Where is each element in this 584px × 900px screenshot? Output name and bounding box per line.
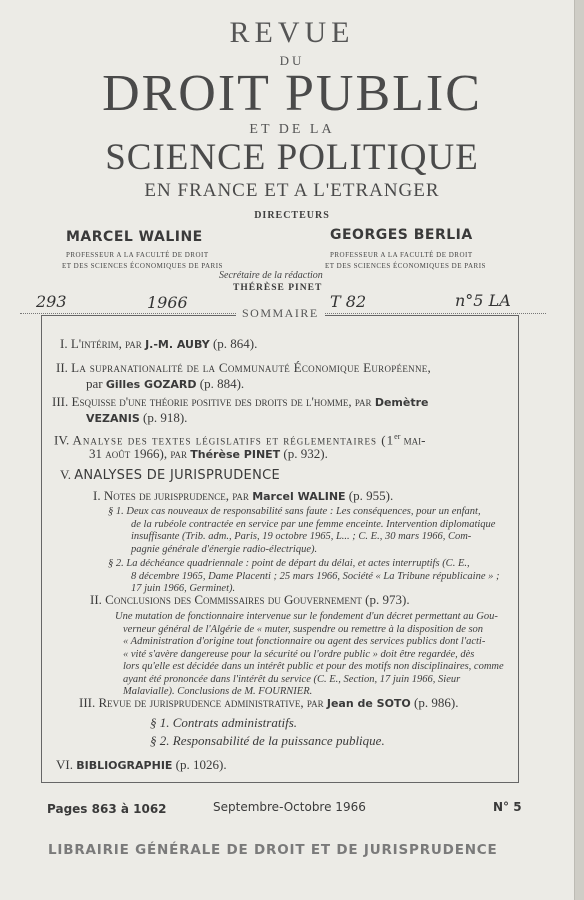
director-2-title-2: ET DES SCIENCES ÉCONOMIQUES DE PARIS — [325, 262, 486, 270]
toc-v-revue-2: § 2. Responsabilité de la puissance publique. — [150, 733, 385, 748]
toc-item-iv: IV. Analyse des textes législatifs et réglementaires (1er mai- — [54, 432, 426, 448]
masthead-science-politique: SCIENCE POLITIQUE — [105, 137, 479, 178]
toc-item-iii: III. Esquisse d'une théorie positive des droits de l'homme, par Demètre — [52, 394, 429, 409]
masthead-en-france: EN FRANCE ET A L'ETRANGER — [144, 180, 440, 201]
toc-v-notes: I. Notes de jurisprudence, par Marcel WALINE (p. 955). — [93, 488, 394, 503]
toc-v-revue-1: § 1. Contrats administratifs. — [150, 715, 297, 730]
masthead-revue: REVUE — [229, 16, 355, 49]
handwritten-293: 293 — [36, 292, 67, 311]
director-1-title-2: ET DES SCIENCES ÉCONOMIQUES DE PARIS — [62, 262, 223, 270]
footer-number: N° 5 — [493, 800, 522, 814]
handwritten-t82: T 82 — [330, 292, 367, 311]
handwritten-1966: 1966 — [147, 293, 188, 312]
toc-item-iii-line-2: VEZANIS (p. 918). — [86, 410, 188, 425]
toc-v-conclusions: II. Conclusions des Commissaires du Gouvernement (p. 973). — [90, 592, 410, 607]
footer-publisher: LIBRAIRIE GÉNÉRALE DE DROIT ET DE JURISPRUDENCE — [48, 842, 498, 858]
toc-v-revue: III. Revue de jurisprudence administrative, par Jean de SOTO (p. 986). — [79, 695, 459, 710]
director-2-title-1: PROFESSEUR A LA FACULTÉ DE DROIT — [330, 251, 473, 259]
footer-date: Septembre-Octobre 1966 — [213, 800, 366, 814]
toc-item-ii-line-2: par Gilles GOZARD (p. 884). — [86, 376, 245, 391]
toc-item-v: V. ANALYSES DE JURISPRUDENCE — [60, 467, 280, 483]
toc-item-vi: VI. BIBLIOGRAPHIE (p. 1026). — [56, 757, 227, 772]
footer-pages: Pages 863 à 1062 — [47, 802, 167, 816]
director-2-name: GEORGES BERLIA — [330, 227, 473, 243]
toc-v-note-1: § 1. Deux cas nouveaux de responsabilité sans faute : Les conséquences, pour un enfant, de la rubéole contractée en service par une femme enceinte. Intervention diplomatique insuffisante (Trib. adm., Paris, 19 octobre 1965, L... ; C. E., 30 mars 1966, Com- pagnie générale d'énergie radio-électrique). — [108, 506, 496, 555]
director-1-title-1: PROFESSEUR A LA FACULTÉ DE DROIT — [66, 251, 209, 259]
masthead-directeurs: DIRECTEURS — [254, 210, 330, 221]
masthead-droit-public: DROIT PUBLIC — [102, 65, 482, 122]
handwritten-n5: n°5 LA — [455, 291, 511, 310]
toc-item-ii: II. La supranationalité de la Communauté Économique Européenne, — [56, 360, 432, 375]
toc-item-iv-line-2: 31 août 1966), par Thérèse PINET (p. 932). — [89, 446, 328, 461]
director-1-name: MARCEL WALINE — [66, 229, 203, 245]
masthead-du: DU — [279, 53, 305, 68]
masthead-et-de-la: ET DE LA — [249, 122, 335, 137]
toc-v-note-2: § 2. La déchéance quadriennale : point de départ du délai, et actes interruptifs (C. E., 8 décembre 1965, Dame Placenti ; 25 mars 1966, Société « La Tribune républicaine » ; 17 juin 1966, Germinet). — [108, 558, 500, 594]
secretary-label: Secrétaire de la rédaction — [219, 270, 323, 281]
toc-v-conclusions-text: Une mutation de fonctionnaire intervenue sur le fondement d'un décret permettant au Gou- verneur général de l'Algérie de « muter, suspendre ou remettre à la disposition de son « Administration d'origine tout fonctionnaire ou agent des services publics dont l'acti- « vité s'avère dangereuse pour la sécurité ou l'ordre public » doit être regardée, dès lors qu'elle est décidée dans un intérêt public et pour des motifs non disciplinaires, comme ayant été prononcée dans l'intérêt du service (C. E., Section, 17 juin 1966, Sieur Malavialle). Conclusions de M. FOURNIER. — [115, 611, 504, 697]
sommaire-heading: SOMMAIRE — [236, 306, 325, 321]
secretary-name: THÉRÈSE PINET — [233, 283, 323, 293]
toc-item-i: I. L'intérim, par J.-M. AUBY (p. 864). — [60, 336, 258, 351]
